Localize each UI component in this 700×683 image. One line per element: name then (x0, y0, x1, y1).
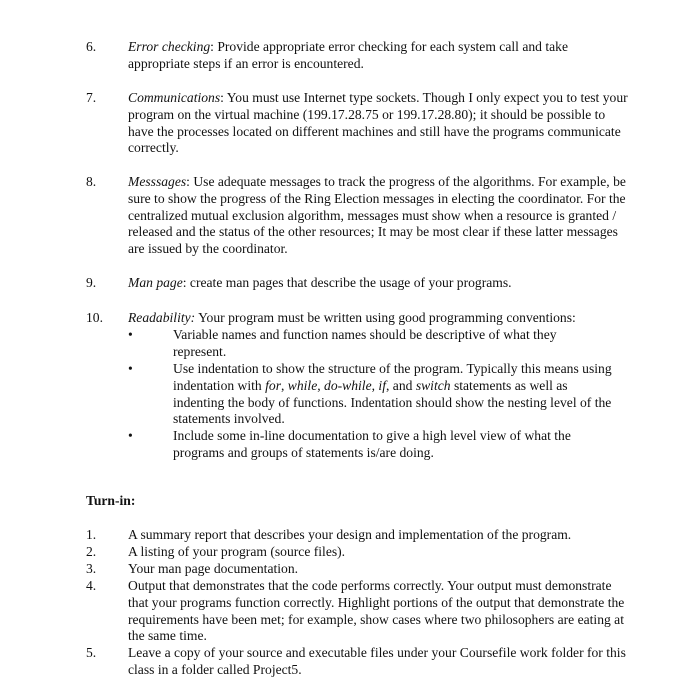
bullet-icon: • (128, 428, 133, 443)
item-text: Leave a copy of your source and executable files under your Coursefile work folder for this class in a folder called Project5. (128, 645, 626, 677)
item-body (128, 174, 628, 258)
item-number: 3. (86, 561, 97, 576)
keyword-if: if (378, 377, 386, 393)
item-body (128, 275, 628, 292)
item-body (128, 39, 628, 73)
item-text: : Use adequate messages to track the progress of the algorithms. For example, be sure to show the progress of the Ring Election messages in electing the coordinator. For the centralized mutual exclusion algorithm, messages must show when a resource is granted / released and the status of the other resources; It may be most clear if these latter messages are issued by the coordinator. (128, 174, 626, 257)
bullet-text-part: Use indentation to show the structure of the program. Typically this means using indentation with (173, 361, 612, 393)
item-number: 5. (86, 645, 97, 660)
bullet-text: Include some in-line documentation to give a high level view of what the programs and groups of statements is/are doing. (173, 428, 571, 460)
keyword-for: for (265, 377, 281, 393)
keyword-do-while: do-while (324, 377, 372, 393)
keyword-while: while (287, 377, 318, 393)
item-body (128, 310, 648, 327)
item-text: A summary report that describes your design and implementation of the program. (128, 527, 572, 542)
item-number: 1. (86, 527, 97, 542)
item-body (128, 90, 628, 157)
bullet-text: Use indentation to show the structure of the program. Typically this means using indentation with for, while, do-while, if, and switch statements as well as indenting the body of functions. Indentation should show the nesting level of the statements involved. (173, 361, 612, 427)
item-text: Your man page documentation. (128, 561, 299, 576)
bullet-text-part: statements as well as indenting the body of functions. Indentation should show the nesting level of the statements involved. (173, 377, 612, 427)
item-number: 7. (86, 90, 97, 105)
item-number: 8. (86, 174, 97, 189)
item-term: Readability: (128, 310, 196, 325)
bullet-icon: • (128, 327, 133, 342)
item-text: : create man pages that describe the usage of your programs. (182, 275, 512, 290)
section-heading: Turn-in: (86, 493, 136, 508)
item-text: : You must use Internet type sockets. Though I only expect you to test your program on the virtual machine (199.17.28.75 or 199.17.28.80); it should be possible to have the processes located on different machines and still have the programs communicate correctly. (128, 90, 628, 156)
item-text: Output that demonstrates that the code performs correctly. Your output must demonstrate that your programs function correctly. Highlight portions of the output that demonstrate the requirements have been met; for example, show cases where two philosophers are eating at the same time. (128, 578, 625, 644)
item-text: : Provide appropriate error checking for each system call and take appropriate steps if an error is encountered. (128, 39, 568, 71)
item-term: Messsages (128, 174, 187, 189)
item-term: Error checking (128, 39, 211, 54)
item-number: 2. (86, 544, 97, 559)
item-term: Man page (128, 275, 183, 290)
item-number: 6. (86, 39, 97, 54)
bullet-text: Variable names and function names should be descriptive of what they represent. (173, 327, 557, 359)
item-number: 9. (86, 275, 97, 290)
item-text: Your program must be written using good programming conventions: (195, 310, 576, 325)
keyword-switch: switch (415, 377, 451, 393)
item-text: A listing of your program (source files). (128, 544, 346, 559)
item-number: 10. (86, 310, 103, 325)
item-term: Communications (128, 90, 221, 105)
item-number: 4. (86, 578, 97, 593)
bullet-icon: • (128, 361, 133, 376)
